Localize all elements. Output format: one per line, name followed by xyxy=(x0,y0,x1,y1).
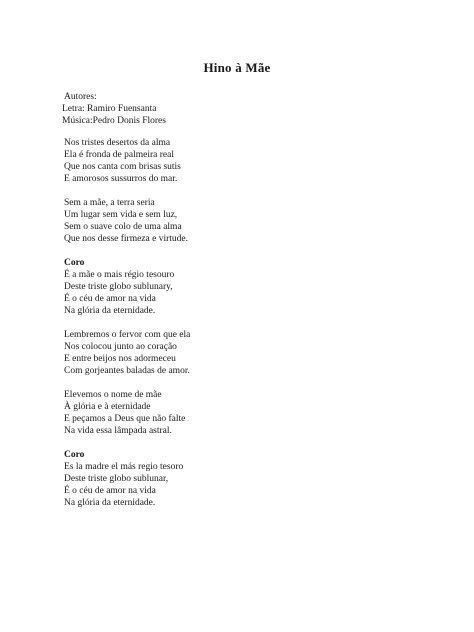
lyrics-credit: Letra: Ramiro Fuensanta xyxy=(62,104,157,114)
stanza-5 xyxy=(64,389,190,437)
verse-line: E entre beijos nos adormeceu xyxy=(64,354,176,364)
verse-line: Na glória da eternidade. xyxy=(64,498,156,508)
verse-line: Deste triste globo sublunary, xyxy=(64,282,173,292)
verse-line: É a mãe o mais régio tesouro xyxy=(64,270,175,280)
stanza-1 xyxy=(64,137,190,185)
poem-body xyxy=(64,137,190,521)
stanza-chorus-2 xyxy=(64,449,190,509)
verse-line: Na vida essa lâmpada astral. xyxy=(64,426,172,436)
verse-line: Que nos desse firmeza e virtude. xyxy=(64,234,188,244)
verse-line: Sem o suave colo de uma alma xyxy=(64,222,182,232)
verse-line: E amorosos sussurros do mar. xyxy=(64,174,178,184)
verse-line: Elevemos o nome de mãe xyxy=(64,390,162,400)
stanza-4 xyxy=(64,329,190,377)
verse-line: Na glória da eternidade. xyxy=(64,306,156,316)
verse-line: Deste triste globo sublunar, xyxy=(64,474,169,484)
verse-line: Um lugar sem vida e sem luz, xyxy=(64,210,178,220)
verse-line: Que nos canta com brisas sutis xyxy=(64,162,181,172)
document-title: Hino à Mãe xyxy=(203,60,271,75)
verse-line: É o céu de amor na vida xyxy=(64,294,156,304)
verse-line: Sem a mãe, a terra seria xyxy=(64,198,155,208)
verse-line: Nos tristes desertos da alma xyxy=(64,138,171,148)
verse-line: Com gorjeantes baladas de amor. xyxy=(64,366,190,376)
verse-line: E peçamos a Deus que não falte xyxy=(64,414,186,424)
stanza-chorus-1 xyxy=(64,257,190,317)
verse-line: Lembremos o fervor com que ela xyxy=(64,330,191,340)
chorus-label: Coro xyxy=(64,450,85,460)
verse-line: Ela é fronda de palmeira real xyxy=(64,150,174,160)
verse-line: Es la madre el más regio tesoro xyxy=(64,462,184,472)
verse-line: É o céu de amor na vida xyxy=(64,486,156,496)
verse-line: À glória e à eternidade xyxy=(64,402,151,412)
authors-block xyxy=(61,91,166,127)
verse-line: Nos colocou junto ao coração xyxy=(64,342,177,352)
music-credit: Música:Pedro Donis Flores xyxy=(62,116,166,126)
chorus-label: Coro xyxy=(64,258,85,268)
stanza-2 xyxy=(64,197,190,245)
authors-heading: Autores: xyxy=(64,92,97,102)
